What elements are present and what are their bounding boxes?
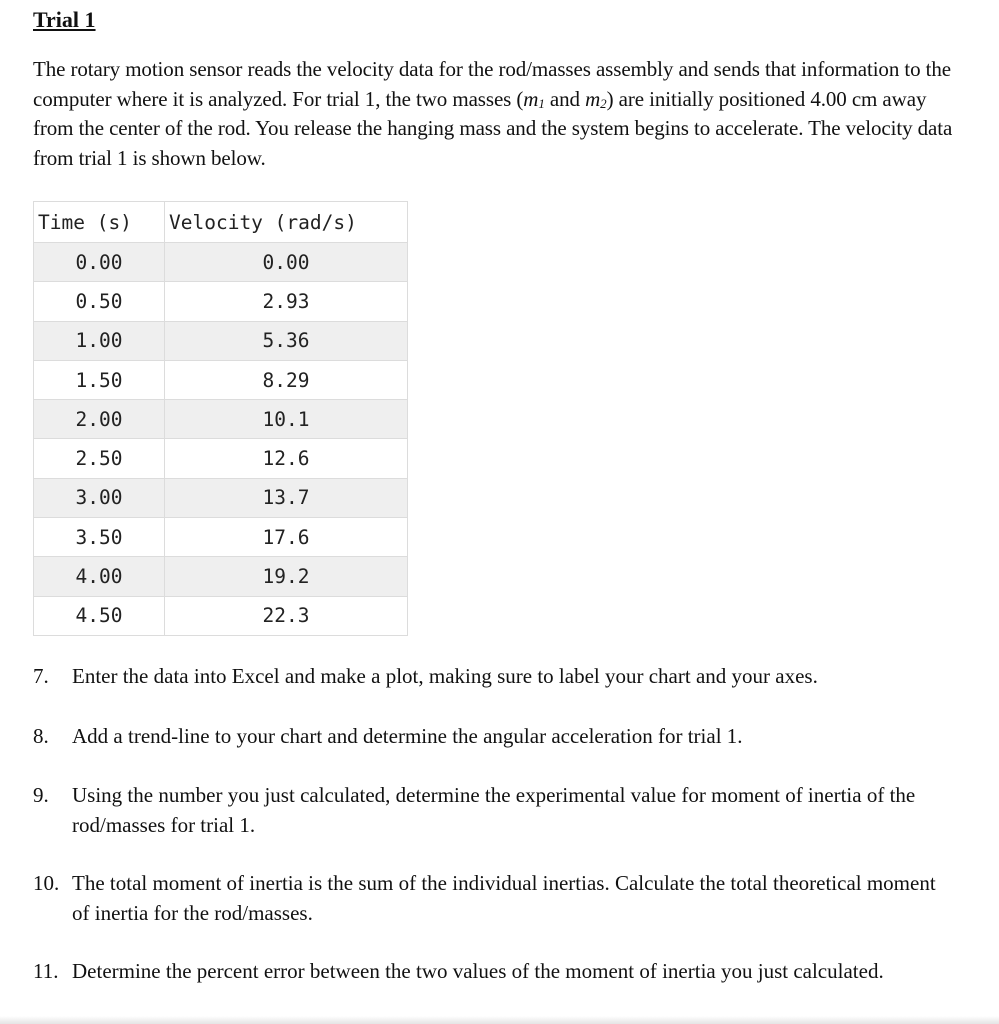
question-number: 8. bbox=[33, 724, 49, 748]
question-number: 9. bbox=[33, 783, 49, 807]
time-cell: 2.50 bbox=[34, 439, 165, 478]
question-text: Enter the data into Excel and make a plot, making sure to label your chart and your axes. bbox=[72, 664, 818, 688]
intro-and-text: and bbox=[544, 86, 586, 111]
mass-2-symbol: $m_2$ bbox=[585, 86, 607, 111]
question-text: Determine the percent error between the two values of the moment of inertia you just calculated. bbox=[72, 959, 884, 983]
intro-paragraph bbox=[33, 55, 953, 173]
question-number: 7. bbox=[33, 664, 49, 688]
time-cell: 4.50 bbox=[34, 596, 165, 635]
column-header-velocity: Velocity (rad/s) bbox=[165, 202, 408, 243]
velocity-cell: 0.00 bbox=[165, 243, 408, 282]
velocity-cell: 17.6 bbox=[165, 518, 408, 557]
table-row bbox=[34, 282, 408, 321]
time-cell: 1.50 bbox=[34, 360, 165, 399]
table-row bbox=[34, 557, 408, 596]
velocity-data-table bbox=[33, 201, 408, 636]
table-row bbox=[34, 243, 408, 282]
page-bottom-edge bbox=[0, 1016, 999, 1024]
time-cell: 3.50 bbox=[34, 518, 165, 557]
table-row bbox=[34, 518, 408, 557]
velocity-cell: 10.1 bbox=[165, 400, 408, 439]
time-cell: 1.00 bbox=[34, 321, 165, 360]
table-row bbox=[34, 439, 408, 478]
velocity-cell: 8.29 bbox=[165, 360, 408, 399]
question-number: 10. bbox=[33, 871, 60, 895]
velocity-cell: 12.6 bbox=[165, 439, 408, 478]
velocity-cell: 22.3 bbox=[165, 596, 408, 635]
question-text: Add a trend-line to your chart and determine the angular acceleration for trial 1. bbox=[72, 724, 743, 748]
table-row bbox=[34, 596, 408, 635]
velocity-cell: 5.36 bbox=[165, 321, 408, 360]
time-cell: 3.00 bbox=[34, 478, 165, 517]
time-cell: 0.00 bbox=[34, 243, 165, 282]
time-cell: 0.50 bbox=[34, 282, 165, 321]
question-text: The total moment of inertia is the sum of the individual inertias. Calculate the total theoretical moment of inertia for the rod/masses. bbox=[72, 871, 936, 925]
question-number: 11. bbox=[33, 959, 59, 983]
column-header-time: Time (s) bbox=[34, 202, 165, 243]
table-header-row bbox=[34, 202, 408, 243]
intro-text-part1: The rotary motion sensor reads the velocity data for the rod/masses assembly and sends that information to the computer where it is analyzed. For trial 1, the two masses ( bbox=[33, 57, 952, 111]
time-cell: 2.00 bbox=[34, 400, 165, 439]
section-heading: Trial 1 bbox=[33, 7, 96, 32]
question-text: Using the number you just calculated, determine the experimental value for moment of inertia of the rod/masses for trial 1. bbox=[72, 783, 916, 837]
mass-1-symbol: $m_1$ bbox=[523, 86, 545, 111]
table-row bbox=[34, 360, 408, 399]
table-row bbox=[34, 321, 408, 360]
time-cell: 4.00 bbox=[34, 557, 165, 596]
table-row bbox=[34, 478, 408, 517]
table-row bbox=[34, 400, 408, 439]
velocity-cell: 2.93 bbox=[165, 282, 408, 321]
intro-text-part2: ) are initially positioned 4.00 cm away from the center of the rod. You release the hanging mass and the system begins to accelerate. The velocity data from trial 1 is shown below. bbox=[33, 86, 953, 170]
velocity-cell: 13.7 bbox=[165, 478, 408, 517]
velocity-cell: 19.2 bbox=[165, 557, 408, 596]
